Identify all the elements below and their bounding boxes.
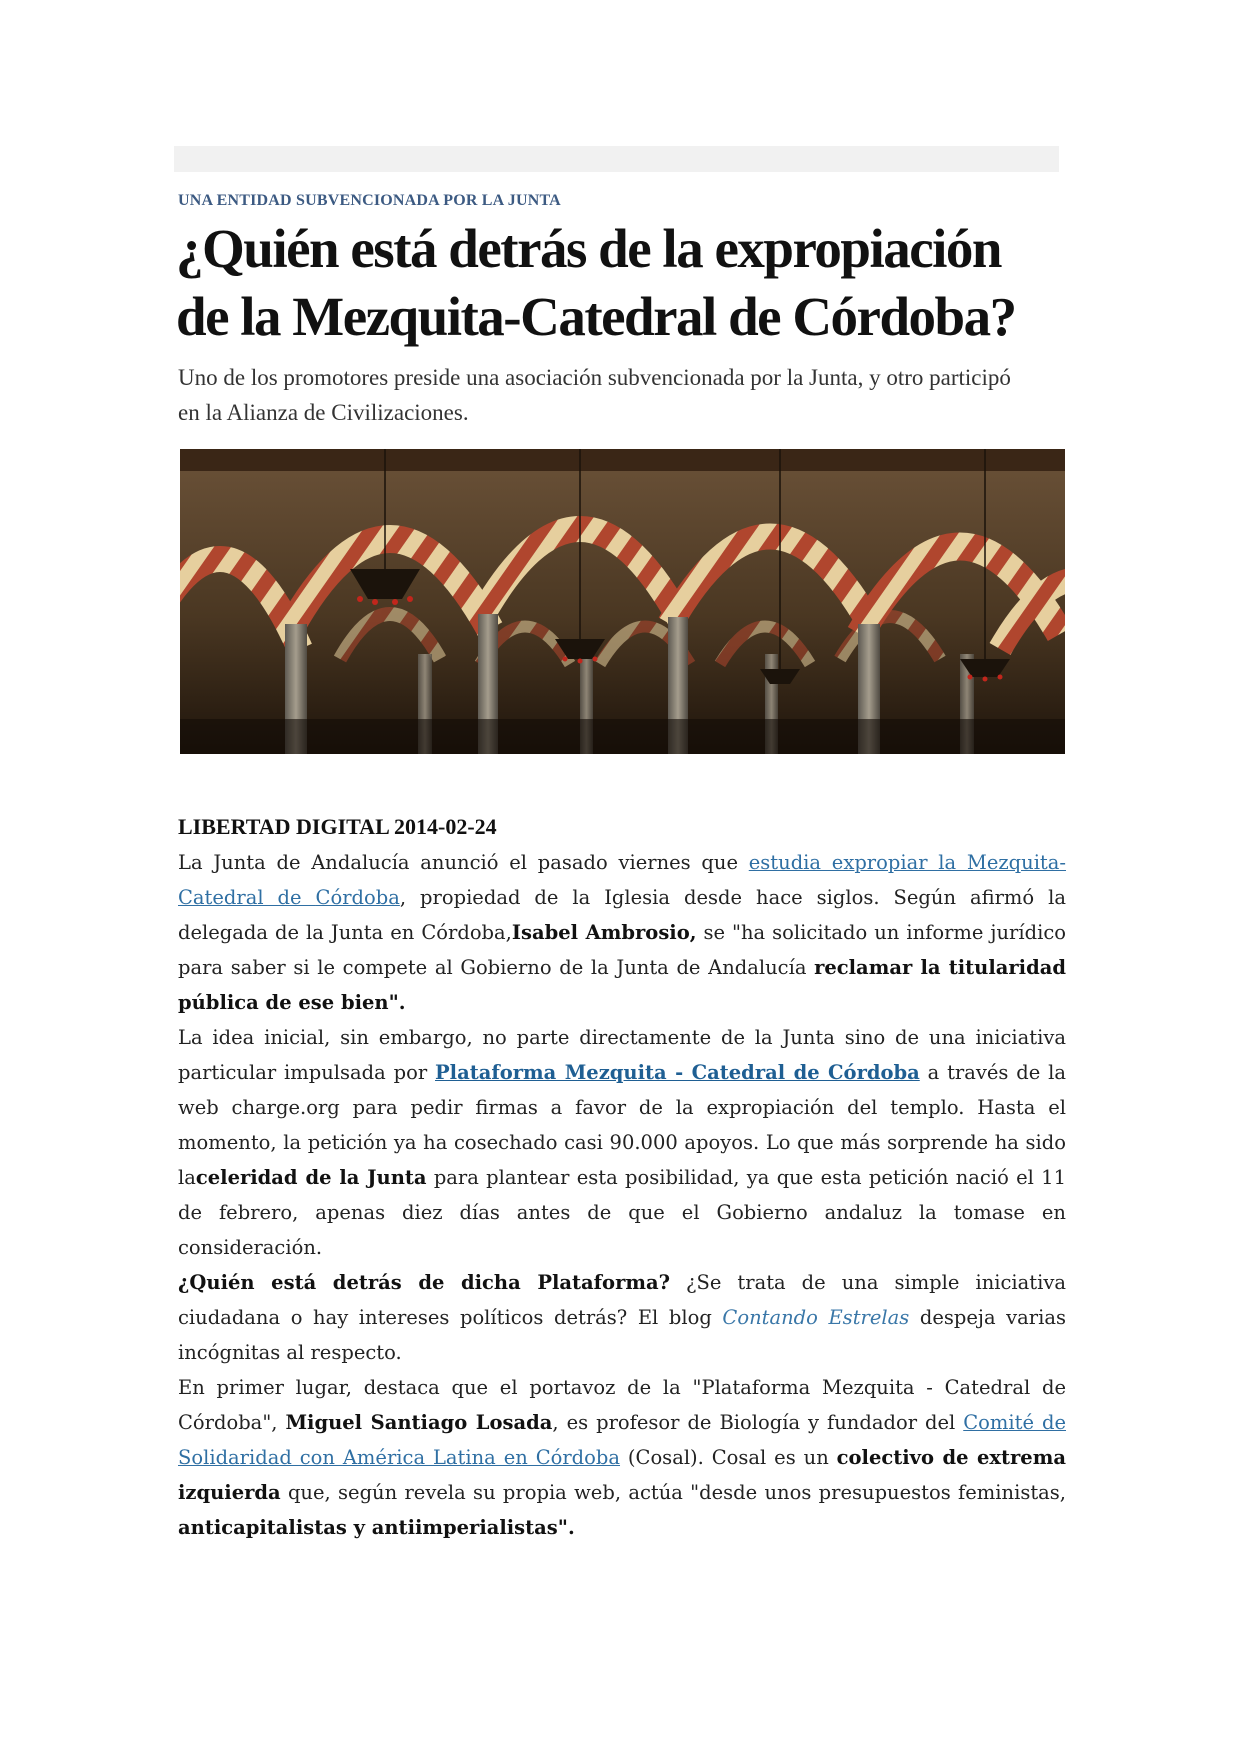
link-comite-solidaridad[interactable]: Comité de Solidaridad con América Latina en Córdoba (178, 1411, 1066, 1469)
article-body (178, 845, 1066, 1545)
top-banner-bar (174, 146, 1059, 172)
link-plataforma-mezquita[interactable]: Plataforma Mezquita - Catedral de Córdoba (435, 1061, 920, 1084)
mosque-arches-photo (180, 449, 1065, 754)
paragraph-4: En primer lugar, destaca que el portavoz de la "Plataforma Mezquita - Catedral de Córdoba", Miguel Santiago Losada, es profesor de Biología y fundador del Comité de Solidaridad con América Latina en Córdoba (Cosal). Cosal es un colectivo de extrema izquierda que, según revela su propia web, actúa "desde unos presupuestos feministas, anticapitalistas y antiimperialistas". (178, 1376, 1066, 1539)
bold-isabel-ambrosio: Isabel Ambrosio, (511, 921, 697, 944)
article-subheadline: Uno de los promotores preside una asociación subvencionada por la Junta, y otro participó en la Alianza de Civilizaciones. (178, 365, 1011, 425)
paragraph-1: La Junta de Andalucía anunció el pasado viernes que estudia expropiar la Mezquita-Catedral de Córdoba, propiedad de la Iglesia desde hace siglos. Según afirmó la delegada de la Junta en Córdoba,Isabel Ambrosio, se "ha solicitado un informe jurídico para saber si le compete al Gobierno de la Junta de Andalucía reclamar la titularidad pública de ese bien". (178, 851, 1066, 1014)
headline-line-1: ¿Quién está detrás de la expropiación (176, 218, 1002, 279)
bold-quien-esta-detras: ¿Quién está detrás de dicha Plataforma? (178, 1271, 671, 1294)
bold-miguel-santiago-losada: Miguel Santiago Losada (285, 1411, 553, 1434)
link-estudia-expropiar[interactable]: estudia expropiar la Mezquita-Catedral de Córdoba (178, 851, 1066, 909)
bold-celeridad-junta: celeridad de la Junta (195, 1166, 427, 1189)
headline-line-2: de la Mezquita-Catedral de Córdoba? (176, 286, 1016, 347)
paragraph-3: ¿Quién está detrás de dicha Plataforma? ¿Se trata de una simple iniciativa ciudadana o hay intereses políticos detrás? El blog Contando Estrelas despeja varias incógnitas al respecto. (178, 1271, 1066, 1364)
bold-anticapitalistas: anticapitalistas y antiimperialistas". (178, 1516, 575, 1539)
article-headline (176, 215, 1076, 351)
bold-reclamar-titularidad: reclamar la titularidad pública de ese bien". (178, 956, 1066, 1014)
article-byline: LIBERTAD DIGITAL 2014-02-24 (178, 814, 497, 839)
bold-colectivo-extrema-izquierda: colectivo de extrema izquierda (178, 1446, 1066, 1504)
article-kicker: UNA ENTIDAD SUBVENCIONADA POR LA JUNTA (178, 192, 561, 209)
blog-name-contando-estrelas: Contando Estrelas (722, 1306, 910, 1329)
paragraph-2: La idea inicial, sin embargo, no parte directamente de la Junta sino de una iniciativa particular impulsada por Plataforma Mezquita - Catedral de Córdoba a través de la web charge.org para pedir firmas a favor de la expropiación del templo. Hasta el momento, la petición ya ha cosechado casi 90.000 apoyos. Lo que más sorprende ha sido laceleridad de la Junta para plantear esta posibilidad, ya que esta petición nació el 11 de febrero, apenas diez días antes de que el Gobierno andaluz la tomase en consideración. (178, 1026, 1067, 1259)
